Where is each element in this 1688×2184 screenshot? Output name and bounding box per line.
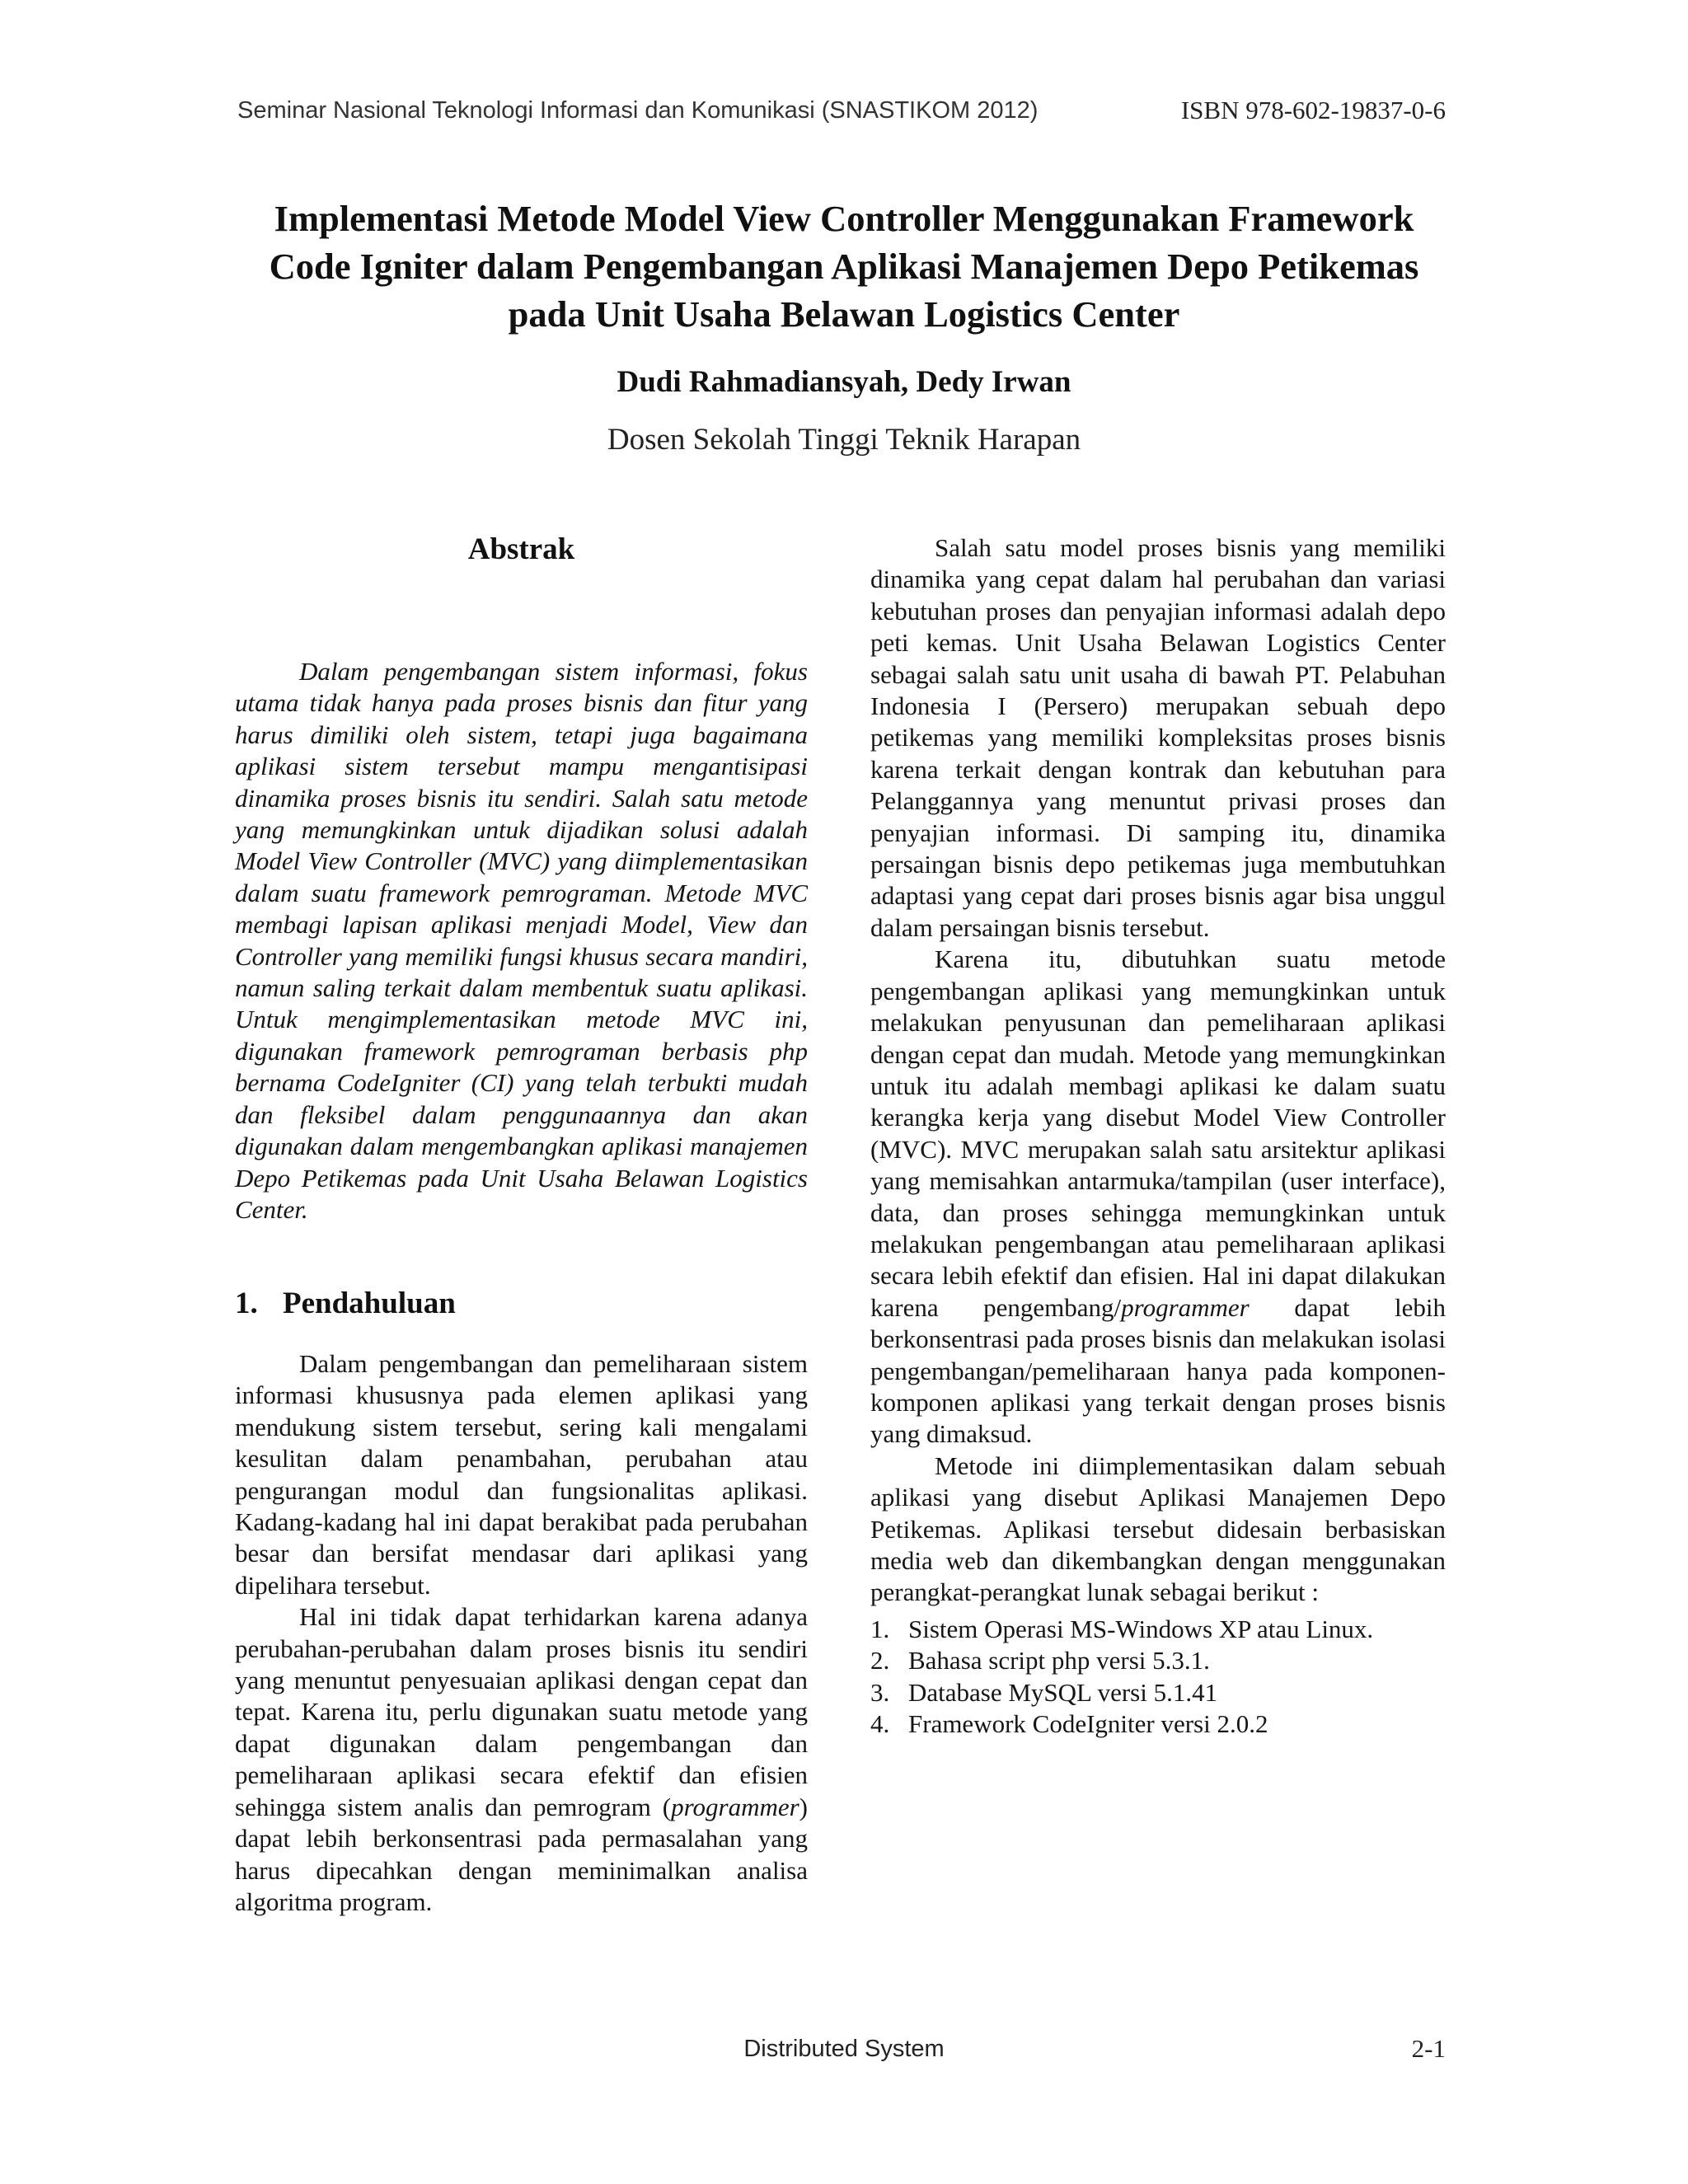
list-text: Bahasa script php versi 5.3.1. <box>908 1646 1210 1675</box>
isbn-header: ISBN 978-602-19837-0-6 <box>1180 96 1446 124</box>
footer-track: Distributed System <box>743 2036 945 2062</box>
list-item <box>870 1677 1446 1708</box>
introduction-body <box>235 1348 808 1918</box>
list-number: 4. <box>870 1709 890 1739</box>
affiliation: Dosen Sekolah Tinggi Teknik Harapan <box>607 423 1081 457</box>
section-heading <box>235 1286 456 1321</box>
paragraph: Salah satu model proses bisnis yang memiliki dinamika yang cepat dalam hal perubahan dan variasi kebutuhan proses dan penyajian informasi adalah depo peti kemas. Unit Usaha Belawan Logistics Center sebagai salah satu unit usaha di bawah PT. Pelabuhan Indonesia I (Persero) merupakan sebuah depo petikemas yang memiliki kompleksitas proses bisnis karena terkait dengan kontrak dan kebutuhan para Pelanggannya yang menuntut privasi proses dan penyajian informasi. Di samping itu, dinamika persaingan bisnis depo petikemas juga membutuhkan adaptasi yang cepat dari proses bisnis agar bisa unggul dalam persaingan bisnis tersebut. <box>870 533 1446 942</box>
section-number: 1. <box>235 1286 258 1320</box>
abstract-heading: Abstrak <box>467 532 575 566</box>
right-column-body <box>870 532 1446 1740</box>
list-text: Sistem Operasi MS-Windows XP atau Linux. <box>908 1614 1374 1643</box>
list-number: 2. <box>870 1646 890 1675</box>
list-text: Database MySQL versi 5.1.41 <box>908 1677 1218 1707</box>
list-item <box>870 1645 1446 1676</box>
abstract-text: Dalam pengembangan sistem informasi, fokus utama tidak hanya pada proses bisnis dan fitur yang harus dimiliki oleh sistem, tetapi juga bagaimana aplikasi sistem tersebut mampu mengantisipasi dinamika proses bisnis itu sendiri. Salah satu metode yang memungkinkan untuk dijadikan solusi adalah Model View Controller (MVC) yang diimplementasikan dalam suatu framework pemrograman. Metode MVC membagi lapisan aplikasi menjadi Model, View dan Controller yang memiliki fungsi khusus secara mandiri, namun saling terkait dalam membentuk suatu aplikasi. Untuk mengimplementasikan metode MVC ini, digunakan framework pemrograman berbasis php bernama CodeIgniter (CI) yang telah terbukti mudah dan fleksibel dalam penggunaannya dan akan digunakan dalam mengembangkan aplikasi manajemen Depo Petikemas pada Unit Usaha Belawan Logistics Center. <box>235 657 808 1224</box>
title-line: pada Unit Usaha Belawan Logistics Center <box>508 293 1180 335</box>
list-item <box>870 1708 1446 1740</box>
paper-title <box>206 194 1482 338</box>
paragraph <box>235 1601 808 1918</box>
italic-term: programmer <box>671 1792 799 1821</box>
paragraph <box>870 944 1446 1451</box>
list-text: Framework CodeIgniter versi 2.0.2 <box>908 1709 1268 1739</box>
list-item <box>870 1614 1446 1645</box>
page-number: 2-1 <box>1411 2034 1446 2063</box>
paragraph-text: Karena itu, dibutuhkan suatu metode pengembangan aplikasi yang memungkinkan untuk melakukan penyusunan dan pemeliharaan aplikasi dengan cepat dan mudah. Metode yang memungkinkan untuk itu adalah membagi aplikasi ke dalam suatu kerangka kerja yang disebut Model View Controller (MVC). MVC merupakan salah satu arsitektur aplikasi yang memisahkan antarmuka/tampilan (user interface), data, dan proses sehingga memungkinkan untuk melakukan pengembangan atau pemeliharaan aplikasi secara lebih efektif dan efisien. Hal ini dapat dilakukan karena pengembang/ <box>870 944 1446 1322</box>
authors: Dudi Rahmadiansyah, Dedy Irwan <box>617 365 1071 399</box>
paragraph: Metode ini diimplementasikan dalam sebuah aplikasi yang disebut Aplikasi Manajemen Depo Petikemas. Aplikasi tersebut didesain berbasiskan media web dan dikembangkan dengan menggunakan perangkat-perangkat lunak sebagai berikut : <box>870 1451 1446 1607</box>
title-line: Code Igniter dalam Pengembangan Aplikasi Manajemen Depo Petikemas <box>269 246 1419 287</box>
abstract-body <box>235 656 808 1226</box>
list-number: 1. <box>870 1614 890 1643</box>
italic-term: programmer <box>1121 1292 1250 1322</box>
paragraph-text: dapat lebih berkonsentrasi pada proses bisnis dan melakukan isolasi pengembangan/pemeliharaan hanya pada komponen-komponen aplikasi yang terkait dengan proses bisnis yang dimaksud. <box>870 1292 1446 1449</box>
conference-header: Seminar Nasional Teknologi Informasi dan Komunikasi (SNASTIKOM 2012) <box>237 97 1039 124</box>
title-line: Implementasi Metode Model View Controller Menggunakan Framework <box>274 198 1414 239</box>
software-list <box>870 1614 1446 1741</box>
paragraph-text: ) dapat lebih berkonsentrasi pada permasalahan yang harus dipecahkan dengan meminimalkan analisa algoritma program. <box>235 1792 808 1916</box>
paragraph-text: Hal ini tidak dapat terhidarkan karena adanya perubahan-perubahan dalam proses bisnis itu sendiri yang menuntut penyesuaian aplikasi dengan cepat dan tepat. Karena itu, perlu digunakan suatu metode yang dapat digunakan dalam pengembangan dan pemeliharaan aplikasi secara efektif dan efisien sehingga sistem analis dan pemrogram ( <box>235 1602 808 1821</box>
section-title: Pendahuluan <box>283 1286 456 1320</box>
paragraph: Dalam pengembangan dan pemeliharaan sistem informasi khususnya pada elemen aplikasi yang mendukung sistem tersebut, sering kali mengalami kesulitan dalam penambahan, perubahan atau pengurangan modul dan fungsionalitas aplikasi. Kadang-kadang hal ini dapat berakibat pada perubahan besar dan bersifat mendasar dari aplikasi yang dipelihara tersebut. <box>235 1349 808 1600</box>
list-number: 3. <box>870 1677 890 1707</box>
